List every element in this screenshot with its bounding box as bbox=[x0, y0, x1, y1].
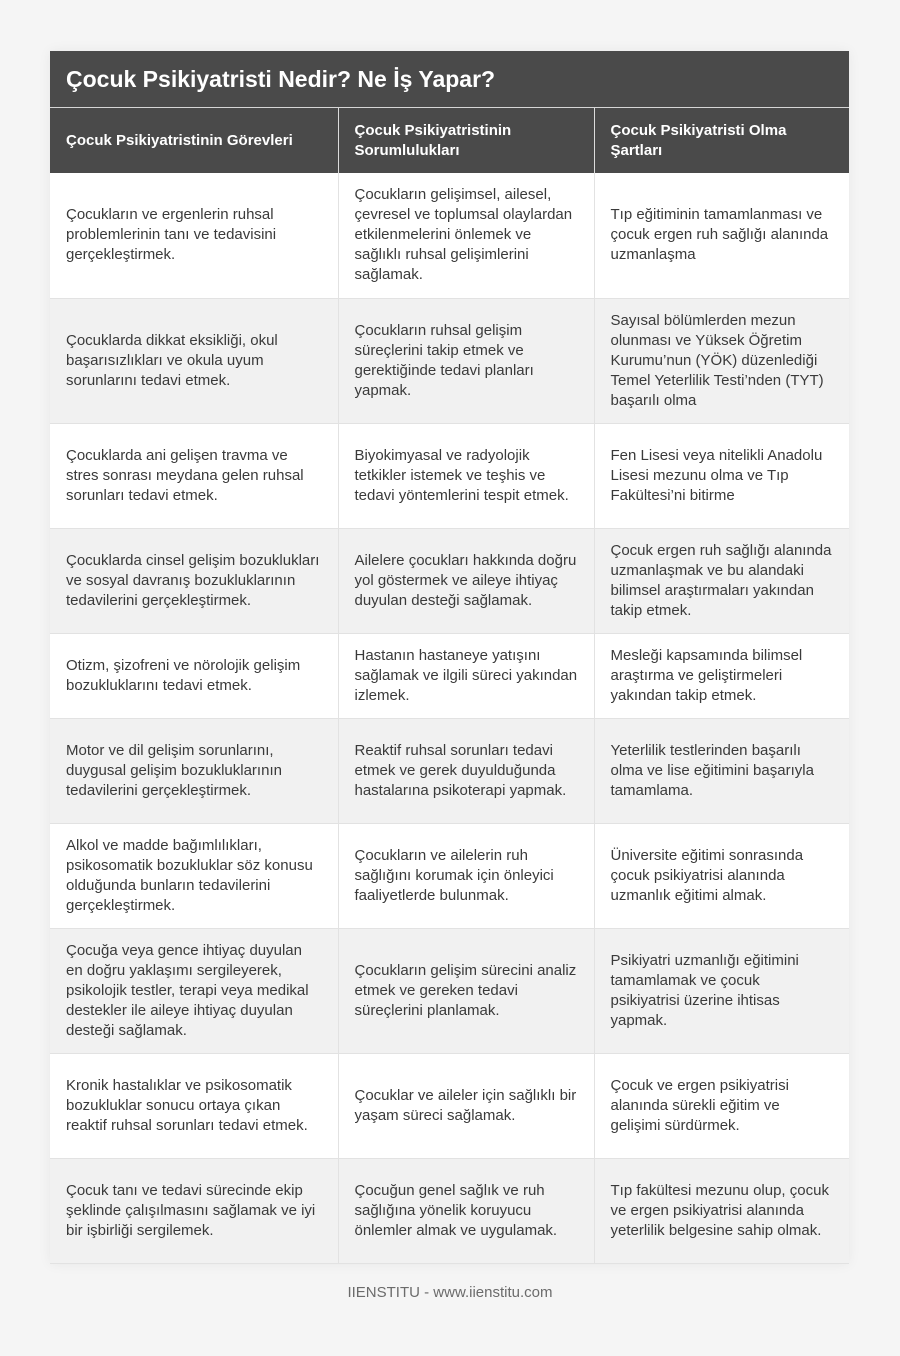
table-cell: Çocuğa veya gence ihtiyaç duyulan en doğru yaklaşımı sergileyerek, psikolojik testler, terapi veya medikal destekler ile aileye ihtiyaç duyulan desteği sağlamak. bbox=[50, 928, 338, 1053]
table-cell: Hastanın hastaneye yatışını sağlamak ve ilgili süreci yakından izlemek. bbox=[338, 633, 594, 718]
table-cell: Ailelere çocukları hakkında doğru yol göstermek ve aileye ihtiyaç duyulan desteği sağlamak. bbox=[338, 528, 594, 633]
table-cell: Sayısal bölümlerden mezun olunması ve Yüksek Öğretim Kurumu’nun (YÖK) düzenlediği Temel Yeterlilik Testi’nden (TYT) başarılı olma bbox=[594, 298, 849, 423]
table-row bbox=[50, 528, 849, 633]
table-row bbox=[50, 423, 849, 528]
info-table bbox=[50, 108, 849, 1264]
table-cell: Çocuklar ve aileler için sağlıklı bir yaşam süreci sağlamak. bbox=[338, 1053, 594, 1158]
footer-credit: IIENSTITU - www.iienstitu.com bbox=[347, 1284, 553, 1301]
table-cell: Mesleği kapsamında bilimsel araştırma ve geliştirmeleri yakından takip etmek. bbox=[594, 633, 849, 718]
table-cell: Çocukların ruhsal gelişim süreçlerini takip etmek ve gerektiğinde tedavi planları yapmak. bbox=[338, 298, 594, 423]
table-cell: Çocuk ve ergen psikiyatrisi alanında sürekli eğitim ve gelişimi sürdürmek. bbox=[594, 1053, 849, 1158]
table-cell: Motor ve dil gelişim sorunlarını, duygusal gelişim bozukluklarının tedavilerini gerçekleştirmek. bbox=[50, 718, 338, 823]
table-cell: Çocuk tanı ve tedavi sürecinde ekip şeklinde çalışılmasını sağlamak ve iyi bir işbirliği sergilemek. bbox=[50, 1158, 338, 1263]
table-cell: Çocuklarda ani gelişen travma ve stres sonrası meydana gelen ruhsal sorunları tedavi etmek. bbox=[50, 423, 338, 528]
table-cell: Reaktif ruhsal sorunları tedavi etmek ve gerek duyulduğunda hastalarına psikoterapi yapmak. bbox=[338, 718, 594, 823]
table-row bbox=[50, 823, 849, 928]
table-row bbox=[50, 173, 849, 298]
table-cell: Tıp fakültesi mezunu olup, çocuk ve ergen psikiyatrisi alanında yeterlilik belgesine sahip olmak. bbox=[594, 1158, 849, 1263]
table-cell: Kronik hastalıklar ve psikosomatik bozukluklar sonucu ortaya çıkan reaktif ruhsal sorunları tedavi etmek. bbox=[50, 1053, 338, 1158]
table-cell: Çocukların gelişim sürecini analiz etmek ve gereken tedavi süreçlerini planlamak. bbox=[338, 928, 594, 1053]
table-row bbox=[50, 298, 849, 423]
table-cell: Çocuklarda dikkat eksikliği, okul başarısızlıkları ve okula uyum sorunlarını tedavi etmek. bbox=[50, 298, 338, 423]
table-cell: Çocukların gelişimsel, ailesel, çevresel ve toplumsal olaylardan etkilenmelerini önlemek ve sağlıklı ruhsal gelişimlerini sağlamak. bbox=[338, 173, 594, 298]
table-cell: Biyokimyasal ve radyolojik tetkikler istemek ve teşhis ve tedavi yöntemlerini tespit etmek. bbox=[338, 423, 594, 528]
table-cell: Çocuklarda cinsel gelişim bozuklukları ve sosyal davranış bozukluklarının tedavilerini gerçekleştirmek. bbox=[50, 528, 338, 633]
table-cell: Üniversite eğitimi sonrasında çocuk psikiyatrisi alanında uzmanlık eğitimi almak. bbox=[594, 823, 849, 928]
column-header-duties: Çocuk Psikiyatristinin Görevleri bbox=[50, 108, 338, 173]
table-row bbox=[50, 1158, 849, 1263]
table-cell: Alkol ve madde bağımlılıkları, psikosomatik bozukluklar söz konusu olduğunda bunların tedavilerini gerçekleştirmek. bbox=[50, 823, 338, 928]
table-cell: Tıp eğitiminin tamamlanması ve çocuk ergen ruh sağlığı alanında uzmanlaşma bbox=[594, 173, 849, 298]
table-row bbox=[50, 1053, 849, 1158]
table-row bbox=[50, 928, 849, 1053]
table-cell: Çocukların ve ailelerin ruh sağlığını korumak için önleyici faaliyetlerde bulunmak. bbox=[338, 823, 594, 928]
table-cell: Çocuk ergen ruh sağlığı alanında uzmanlaşmak ve bu alandaki bilimsel araştırmaları yakından takip etmek. bbox=[594, 528, 849, 633]
table-title: Çocuk Psikiyatristi Nedir? Ne İş Yapar? bbox=[50, 51, 849, 108]
table-cell: Çocuğun genel sağlık ve ruh sağlığına yönelik koruyucu önlemler almak ve uygulamak. bbox=[338, 1158, 594, 1263]
column-header-responsibilities: Çocuk Psikiyatristinin Sorumlulukları bbox=[338, 108, 594, 173]
table-row bbox=[50, 718, 849, 823]
table-cell: Fen Lisesi veya nitelikli Anadolu Lisesi mezunu olma ve Tıp Fakültesi’ni bitirme bbox=[594, 423, 849, 528]
table-cell: Çocukların ve ergenlerin ruhsal problemlerinin tanı ve tedavisini gerçekleştirmek. bbox=[50, 173, 338, 298]
info-table-card bbox=[50, 51, 849, 1264]
table-cell: Otizm, şizofreni ve nörolojik gelişim bozukluklarını tedavi etmek. bbox=[50, 633, 338, 718]
table-cell: Psikiyatri uzmanlığı eğitimini tamamlamak ve çocuk psikiyatrisi üzerine ihtisas yapmak. bbox=[594, 928, 849, 1053]
table-header-row bbox=[50, 108, 849, 173]
table-row bbox=[50, 633, 849, 718]
table-cell: Yeterlilik testlerinden başarılı olma ve lise eğitimini başarıyla tamamlama. bbox=[594, 718, 849, 823]
column-header-requirements: Çocuk Psikiyatristi Olma Şartları bbox=[594, 108, 849, 173]
